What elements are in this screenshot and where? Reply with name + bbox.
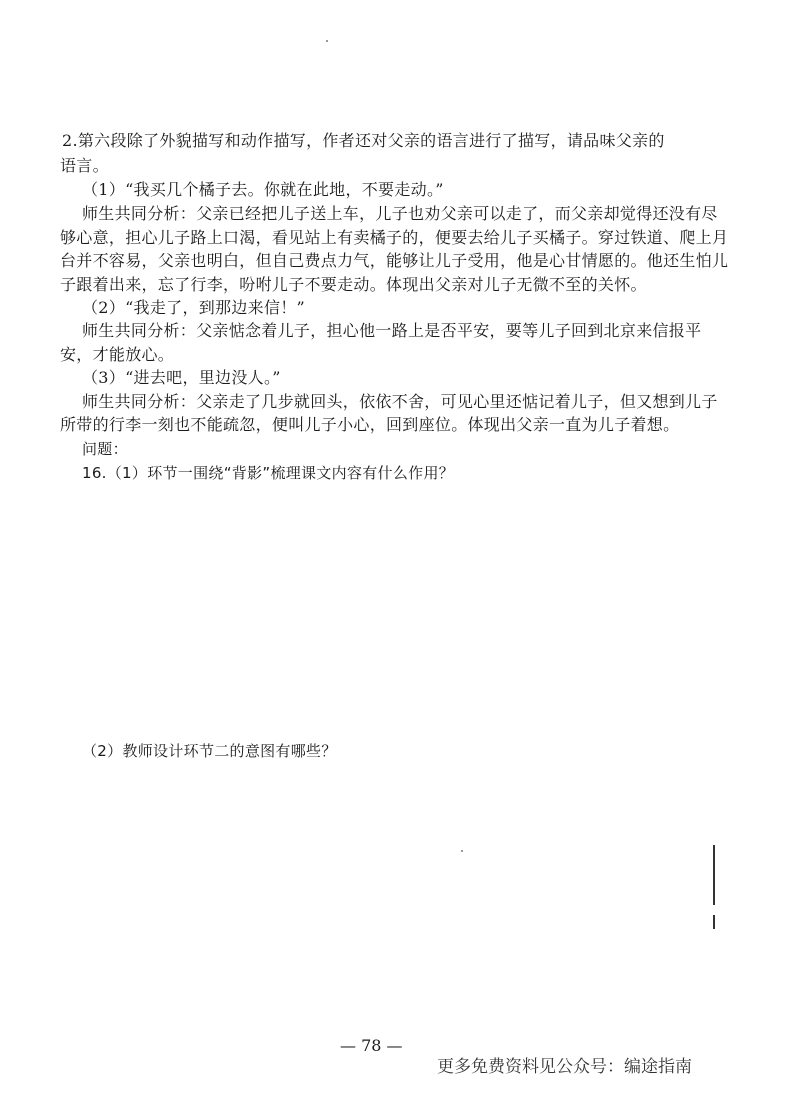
- scan-edge-mark: [713, 845, 715, 905]
- item1-quote: （1）“我买几个橘子去。你就在此地，不要走动。”: [82, 180, 444, 199]
- scan-edge-mark-2: [713, 915, 715, 929]
- item1-analysis-line4: 子跟着出来，忘了行李，吩咐儿子不要走动。体现出父亲对儿子无微不至的关怀。: [60, 275, 647, 294]
- item1-analysis-line1: 师生共同分析：父亲已经把儿子送上车，儿子也劝父亲可以走了，而父亲却觉得还没有尽: [82, 204, 718, 223]
- item2-quote: （2）“我走了，到那边来信！”: [82, 298, 306, 317]
- item3-analysis-line2: 所带的行李一刻也不能疏忽，便叫儿子小心，回到座位。体现出父亲一直为儿子着想。: [60, 415, 680, 434]
- scan-speck: [326, 40, 328, 42]
- item2-analysis-line2: 安，才能放心。: [60, 345, 175, 364]
- scan-speck: [461, 850, 463, 852]
- item3-quote: （3）“进去吧，里边没人。”: [82, 368, 281, 387]
- q2-title-line1: 2.第六段除了外貌描写和动作描写，作者还对父亲的语言进行了描写，请品味父亲的: [62, 131, 665, 150]
- footer-note: 更多免费资料见公众号：编途指南: [437, 1057, 692, 1077]
- item1-analysis-line2: 够心意，担心儿子路上口渴，看见站上有卖橘子的，便要去给儿子买橘子。穿过铁道、爬上月: [60, 228, 729, 247]
- item1-analysis-line3: 台并不容易，父亲也明白，但自己费点力气，能够让儿子受用，他是心甘情愿的。他还生怕儿: [60, 251, 729, 270]
- item2-analysis-line1: 师生共同分析：父亲惦念着儿子，担心他一路上是否平安，要等儿子回到北京来信报平: [82, 321, 702, 340]
- item3-analysis-line1: 师生共同分析：父亲走了几步就回头，依依不舍，可见心里还惦记着儿子，但又想到儿子: [82, 392, 718, 411]
- page-number: — 78 —: [340, 1036, 403, 1055]
- questions-label: 问题：: [82, 440, 128, 458]
- question-16-1: 16.（1）环节一围绕“背影”梳理课文内容有什么作用？: [82, 464, 455, 482]
- question-16-2: （2）教师设计环节二的意图有哪些？: [82, 742, 337, 760]
- q2-title-line2: 语言。: [60, 156, 109, 175]
